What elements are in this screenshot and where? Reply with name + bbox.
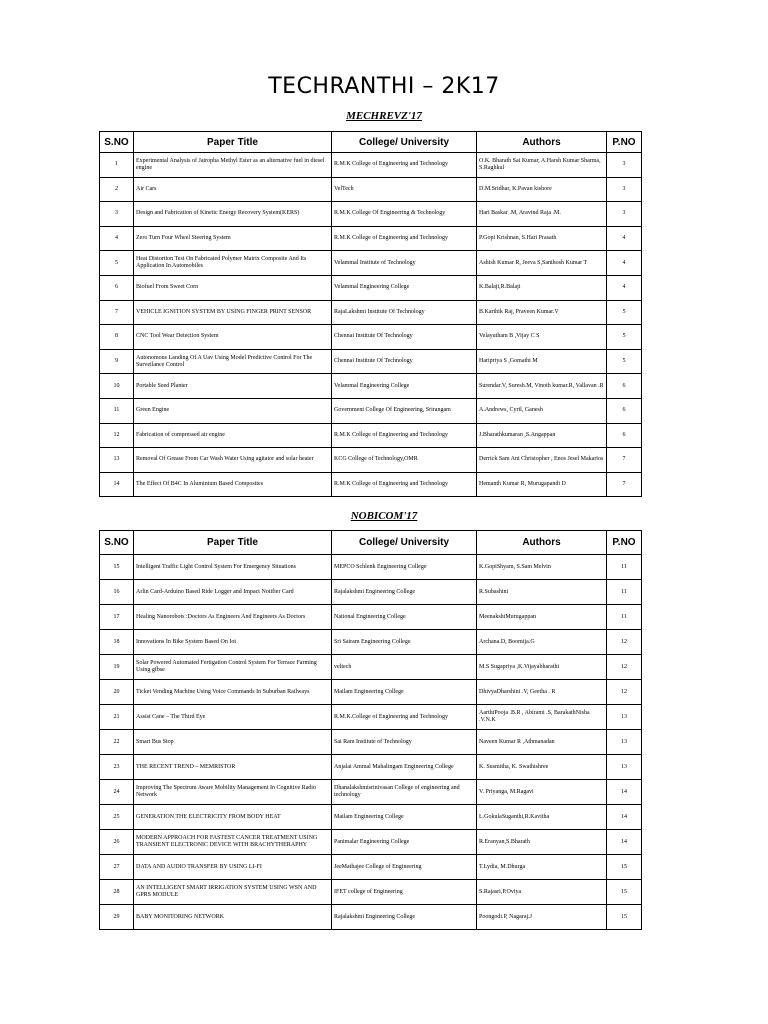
cell-paper-title: Healing Nanorobots :Doctors As Engineers And Engineers As Doctors [134, 605, 332, 630]
cell-pno: 4 [607, 275, 642, 300]
cell-sno: 15 [100, 555, 134, 580]
table-row [100, 555, 642, 580]
cell-pno: 5 [607, 300, 642, 325]
table-body [100, 153, 642, 497]
cell-sno: 21 [100, 705, 134, 730]
cell-pno: 13 [607, 730, 642, 755]
cell-college: Chennai Institute Of Technology [332, 349, 477, 374]
cell-authors: Surendar.V, Suresh.M, Vinoth kumar.R, Vallavan .R [477, 374, 607, 399]
cell-paper-title: Arlin Card-Arduino Based Ride Logger and Impact Notifier Card [134, 580, 332, 605]
cell-sno: 4 [100, 226, 134, 251]
cell-authors: MeenakshiMurugappan [477, 605, 607, 630]
cell-sno: 17 [100, 605, 134, 630]
cell-paper-title: Ticket Vending Machine Using Voice Commands In Suburban Railways [134, 680, 332, 705]
table-row [100, 630, 642, 655]
table-row [100, 325, 642, 350]
cell-authors: B.Karthik Raj, Praveen Kumar.V [477, 300, 607, 325]
cell-sno: 25 [100, 805, 134, 830]
table-row [100, 226, 642, 251]
header-pno: P.NO [607, 531, 642, 555]
cell-pno: 15 [607, 880, 642, 905]
header-pno: P.NO [607, 132, 642, 153]
table-row [100, 580, 642, 605]
cell-pno: 12 [607, 680, 642, 705]
cell-pno: 14 [607, 780, 642, 805]
cell-paper-title: Biofuel From Sweet Corn [134, 275, 332, 300]
cell-college: R.M.K.College of Engineering and Technology [332, 705, 477, 730]
cell-pno: 6 [607, 374, 642, 399]
cell-paper-title: Fabrication of compressed air engine [134, 423, 332, 448]
cell-sno: 26 [100, 830, 134, 855]
cell-college: Rajalakshmi Engineering College [332, 580, 477, 605]
cell-college: VelTech [332, 177, 477, 202]
cell-sno: 23 [100, 755, 134, 780]
header-college: College/ University [332, 531, 477, 555]
cell-sno: 27 [100, 855, 134, 880]
cell-authors: Ashish Kumar R, Jeeva S,Santhosh Kumar T [477, 251, 607, 276]
table-row [100, 855, 642, 880]
cell-sno: 6 [100, 275, 134, 300]
cell-sno: 7 [100, 300, 134, 325]
cell-authors: J.Bharathkumaran ,S.Angappan [477, 423, 607, 448]
cell-paper-title: Zero Turn Four Wheel Steering System [134, 226, 332, 251]
table-row [100, 202, 642, 227]
cell-pno: 3 [607, 202, 642, 227]
header-authors: Authors [477, 132, 607, 153]
table-row [100, 448, 642, 473]
cell-paper-title: DATA AND AUDIO TRANSFER BY USING LI-FI [134, 855, 332, 880]
cell-pno: 5 [607, 349, 642, 374]
cell-sno: 20 [100, 680, 134, 705]
cell-authors: R.Subashini [477, 580, 607, 605]
cell-college: R.M.K College of Engineering and Technology [332, 226, 477, 251]
cell-authors: M.S Sugapriya ,K.Vijayabharathi [477, 655, 607, 680]
cell-sno: 1 [100, 153, 134, 178]
cell-authors: Hemanth Kumar R, Murugapandi D [477, 472, 607, 497]
cell-college: R.M.K College of Engineering and Technology [332, 472, 477, 497]
cell-sno: 16 [100, 580, 134, 605]
table-row [100, 300, 642, 325]
cell-paper-title: Assist Cane – The Third Eye [134, 705, 332, 730]
cell-pno: 11 [607, 555, 642, 580]
cell-authors: Archana.D, Boomija.G [477, 630, 607, 655]
cell-authors: Derrick Sam Ani Christopher , Enos Jesel Makarios [477, 448, 607, 473]
cell-pno: 14 [607, 830, 642, 855]
table-row [100, 177, 642, 202]
cell-paper-title: Air Cars [134, 177, 332, 202]
cell-college: Dhanalakshmisrinivasan College of engineering and technology [332, 780, 477, 805]
cell-authors: T.Lydia, M.Dhurga [477, 855, 607, 880]
cell-paper-title: Intelligent Traffic Light Control System For Emergency Situations [134, 555, 332, 580]
cell-authors: K.GopiShyam, S.Sam Melvin [477, 555, 607, 580]
cell-authors: O.K. Bharath Sai Kumar, A.Harsh Kumar Sharma, S.Raghkul [477, 153, 607, 178]
cell-college: Panimalar Engineering College [332, 830, 477, 855]
cell-college: JeeMathajee College of Engineering [332, 855, 477, 880]
papers-table-mechrevz [99, 131, 642, 497]
table-row [100, 398, 642, 423]
cell-pno: 6 [607, 423, 642, 448]
cell-sno: 28 [100, 880, 134, 905]
table-row [100, 805, 642, 830]
table-row [100, 780, 642, 805]
table-row [100, 905, 642, 930]
cell-paper-title: Solar Powered Automated Fertigation Control System For Terrace Farming Using gfbse [134, 655, 332, 680]
cell-college: Mailam Engineering College [332, 680, 477, 705]
cell-authors: Hari Baskar .M, Aravind Raja .M. [477, 202, 607, 227]
cell-paper-title: Improving The Spectrum Aware Mobility Management In Cognitive Radio Network [134, 780, 332, 805]
cell-college: KCG College of Technology,OMR [332, 448, 477, 473]
cell-college: Velammal Institute of Technology [332, 251, 477, 276]
cell-sno: 8 [100, 325, 134, 350]
cell-sno: 9 [100, 349, 134, 374]
cell-sno: 12 [100, 423, 134, 448]
cell-pno: 11 [607, 605, 642, 630]
cell-sno: 11 [100, 398, 134, 423]
cell-pno: 13 [607, 755, 642, 780]
cell-sno: 19 [100, 655, 134, 680]
cell-college: Mailam Engineering College [332, 805, 477, 830]
papers-table-nobicom [99, 530, 642, 930]
cell-pno: 12 [607, 630, 642, 655]
cell-paper-title: CNC Tool Wear Detection System [134, 325, 332, 350]
cell-authors: Haripriya S ,Gomathi M [477, 349, 607, 374]
cell-pno: 14 [607, 805, 642, 830]
document-title: TECHRANTHI – 2K17 [268, 74, 500, 99]
cell-college: Anjalai Ammal Mahalingam Engineering College [332, 755, 477, 780]
cell-pno: 5 [607, 325, 642, 350]
table-row [100, 830, 642, 855]
cell-paper-title: Removal Of Grease From Car Wash Water Using agitator and solar heater [134, 448, 332, 473]
cell-paper-title: Innovations In Bike System Based On Iot [134, 630, 332, 655]
cell-authors: AarthiPooja .B.R , Abirami .S, BarakathNisha .V.N.K [477, 705, 607, 730]
cell-pno: 12 [607, 655, 642, 680]
header-college: College/ University [332, 132, 477, 153]
cell-pno: 6 [607, 398, 642, 423]
table-row [100, 755, 642, 780]
cell-college: R.M.K College of Engineering and Technology [332, 153, 477, 178]
cell-sno: 29 [100, 905, 134, 930]
table-row [100, 880, 642, 905]
table-row [100, 472, 642, 497]
cell-college: Chennai Institute Of Technology [332, 325, 477, 350]
cell-sno: 18 [100, 630, 134, 655]
cell-paper-title: BABY MONITORING NETWORK [134, 905, 332, 930]
header-sno: S.NO [100, 531, 134, 555]
cell-authors: V. Priyanga, M.Ragavi [477, 780, 607, 805]
cell-authors: A.Andrews, Cyril, Ganesh [477, 398, 607, 423]
cell-college: Rajalakshmi Engineering College [332, 905, 477, 930]
header-authors: Authors [477, 531, 607, 555]
cell-pno: 3 [607, 177, 642, 202]
cell-authors: K. Susmitha, K. Swathishree [477, 755, 607, 780]
cell-pno: 15 [607, 855, 642, 880]
cell-college: Government College Of Engineering, Srirangam [332, 398, 477, 423]
cell-paper-title: Autonomous Landing Of A Uav Using Model Predictive Control For The Surveilance Control [134, 349, 332, 374]
cell-sno: 5 [100, 251, 134, 276]
cell-paper-title: MODERN APPROACH FOR FASTEST CANCER TREATMENT USING TRANSIENT ELECTRONIC DEVICE WITH BRACHYTHERAPHY [134, 830, 332, 855]
cell-pno: 15 [607, 905, 642, 930]
table-row [100, 374, 642, 399]
table-row [100, 730, 642, 755]
cell-sno: 2 [100, 177, 134, 202]
cell-authors: D.M.Sridhar, K.Pavan kishore [477, 177, 607, 202]
cell-pno: 7 [607, 472, 642, 497]
cell-paper-title: Heat Distortion Test On Fabricated Polymer Matrix Composite And Its Application In Automobiles [134, 251, 332, 276]
table-row [100, 275, 642, 300]
cell-college: Sri Sairam Engineering College [332, 630, 477, 655]
cell-authors: DhivyaDharshini .V, Geetha . R [477, 680, 607, 705]
cell-authors: Velayutham B ,Vijay C S [477, 325, 607, 350]
header-sno: S.NO [100, 132, 134, 153]
table-row [100, 349, 642, 374]
section-title-nobicom: NOBICOM'17 [350, 510, 418, 522]
cell-sno: 3 [100, 202, 134, 227]
cell-authors: Naveen Kumar R ,Athmanadan [477, 730, 607, 755]
cell-pno: 3 [607, 153, 642, 178]
cell-college: veltech [332, 655, 477, 680]
table-row [100, 251, 642, 276]
header-paper-title: Paper Title [134, 132, 332, 153]
table-row [100, 423, 642, 448]
cell-sno: 10 [100, 374, 134, 399]
cell-authors: P.Gopi Krishnan, S.Hari Prasath [477, 226, 607, 251]
cell-paper-title: Design and Fabrication of Kinetic Energy Recovery System(KERS) [134, 202, 332, 227]
cell-college: R.M.K College Of Engineering & Technology [332, 202, 477, 227]
cell-college: R.M.K College of Engineering and Technology [332, 423, 477, 448]
table-row [100, 605, 642, 630]
section-title-mechrevz: MECHREVZ'17 [346, 110, 422, 122]
cell-college: Velammal Engineering College [332, 374, 477, 399]
cell-authors: S.Rajasri,P.Oviya [477, 880, 607, 905]
cell-sno: 22 [100, 730, 134, 755]
cell-college: National Engineering College [332, 605, 477, 630]
cell-paper-title: Green Engine [134, 398, 332, 423]
cell-pno: 7 [607, 448, 642, 473]
cell-paper-title: Portable Seed Planter [134, 374, 332, 399]
table-row [100, 680, 642, 705]
cell-authors: Poongodi.P, Nagaraj.J [477, 905, 607, 930]
table-body [100, 555, 642, 930]
cell-paper-title: VEHICLE IGNITION SYSTEM BY USING FINGER PRINT SENSOR [134, 300, 332, 325]
cell-authors: R.Eranyan,S.Bharath [477, 830, 607, 855]
header-paper-title: Paper Title [134, 531, 332, 555]
cell-paper-title: Smart Bus Stop [134, 730, 332, 755]
table-row [100, 655, 642, 680]
cell-pno: 13 [607, 705, 642, 730]
cell-college: IFET college of Engineering [332, 880, 477, 905]
cell-paper-title: The Effect Of B4C In Aluminium Based Composites [134, 472, 332, 497]
cell-paper-title: Experimental Analysis of Jatropha Methyl Ester as an alternative fuel in diesel engine [134, 153, 332, 178]
cell-paper-title: THE RECENT TREND – MEMRISTOR [134, 755, 332, 780]
cell-college: MEPCO Schlenk Engineering College [332, 555, 477, 580]
cell-authors: K.Balaji,R.Balaji [477, 275, 607, 300]
cell-paper-title: GENERATION THE ELECTRICITY FROM BODY HEAT [134, 805, 332, 830]
cell-sno: 13 [100, 448, 134, 473]
cell-pno: 4 [607, 251, 642, 276]
cell-college: RajaLakshmi Institute Of Technology [332, 300, 477, 325]
table-row [100, 153, 642, 178]
cell-sno: 24 [100, 780, 134, 805]
cell-authors: L.GokulaSuganthi,R.Kavitha [477, 805, 607, 830]
table-row [100, 705, 642, 730]
cell-pno: 11 [607, 580, 642, 605]
cell-college: Sai Ram Institute of Technology [332, 730, 477, 755]
cell-paper-title: AN INTELLIGENT SMART IRRIGATION SYSTEM USING WSN AND GPRS MODULE [134, 880, 332, 905]
cell-sno: 14 [100, 472, 134, 497]
cell-pno: 4 [607, 226, 642, 251]
cell-college: Velammal Engineering College [332, 275, 477, 300]
